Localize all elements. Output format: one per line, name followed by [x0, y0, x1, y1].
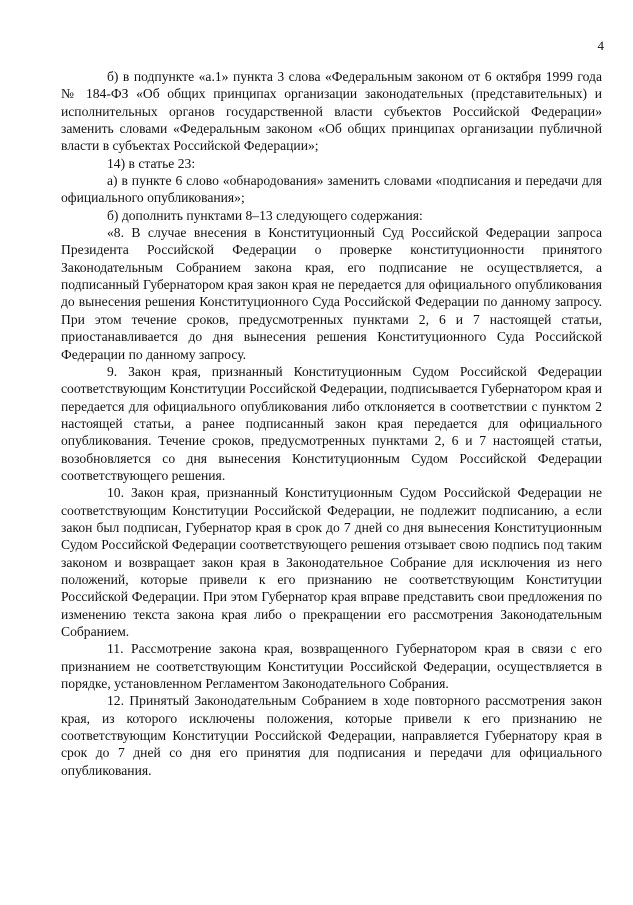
paragraph-subitem-b-addition: б) дополнить пунктами 8–13 следующего содержания:	[107, 207, 423, 223]
paragraph-clause-8: «8. В случае внесения в Конституционный Суд Российской Федерации запроса Президента Российской Федерации о проверке конституционности принятого Законодательным Собранием закона края, его подписание не осуществляется, а подписанный Губернатором края закон края не передается для официального опубликования до вынесения решения Конституционного Суда Российской Федерации по данному запросу. При этом течение сроков, предусмотренных пунктами 2, 6 и 7 настоящей статьи, приостанавливается до дня вынесения решения Конституционного Суда Российской Федерации по данному запросу.	[61, 225, 602, 362]
paragraph-clause-9: 9. Закон края, признанный Конституционным Судом Российской Федерации соответствующим Конституции Российской Федерации, подписывается Губернатором края и передается для официального опубликования либо отклоняется в соответствии с пунктом 2 настоящей статьи, а ранее подписанный закон края передается для официального опубликования. Течение сроков, предусмотренных пунктами 2, 6 и 7 настоящей статьи, возобновляется со дня вынесения Конституционным Судом Российской Федерации соответствующего решения.	[61, 363, 602, 483]
paragraph-item-14: 14) в статье 23:	[107, 155, 196, 171]
page-number: 4	[597, 38, 604, 53]
paragraph-subitem-a: а) в пункте 6 слово «обнародования» заменить словами «подписания и передачи для официального опубликования»;	[61, 173, 602, 206]
document-body	[61, 68, 602, 779]
paragraph-subitem-b-replacement: б) в подпункте «а.1» пункта 3 слова «Федеральным законом от 6 октября 1999 года № 184-ФЗ «Об общих принципах организации законодательных (представительных) и исполнительных органов государственной власти субъектов Российской Федерации» заменить словами «Федеральным законом «Об общих принципах организации публичной власти в субъектах Российской Федерации»;	[61, 69, 602, 154]
paragraph-clause-12: 12. Принятый Законодательным Собранием в ходе повторного рассмотрения закон края, из которого исключены положения, которые привели к его признанию не соответствующим Конституции Российской Федерации, направляется Губернатору края в срок до 7 дней со дня его принятия для подписания и передачи для официального опубликования.	[61, 693, 602, 778]
paragraph-clause-10: 10. Закон края, признанный Конституционным Судом Российской Федерации не соответствующим Конституции Российской Федерации, не подлежит подписанию, а если закон был подписан, Губернатор края в срок до 7 дней со дня вынесения Конституционным Судом Российской Федерации соответствующего решения отзывает свою подпись под таким законом и возвращает закон края в Законодательное Собрание для исключения из него положений, которые привели к его признанию не соответствующим Конституции Российской Федерации. При этом Губернатор края вправе представить свои предложения по изменению текста закона края либо о прекращении его рассмотрения Законодательным Собранием.	[61, 485, 602, 639]
paragraph-clause-11: 11. Рассмотрение закона края, возвращенного Губернатором края в связи с его признанием не соответствующим Конституции Российской Федерации, осуществляется в порядке, установленном Регламентом Законодательного Собрания.	[61, 641, 602, 692]
